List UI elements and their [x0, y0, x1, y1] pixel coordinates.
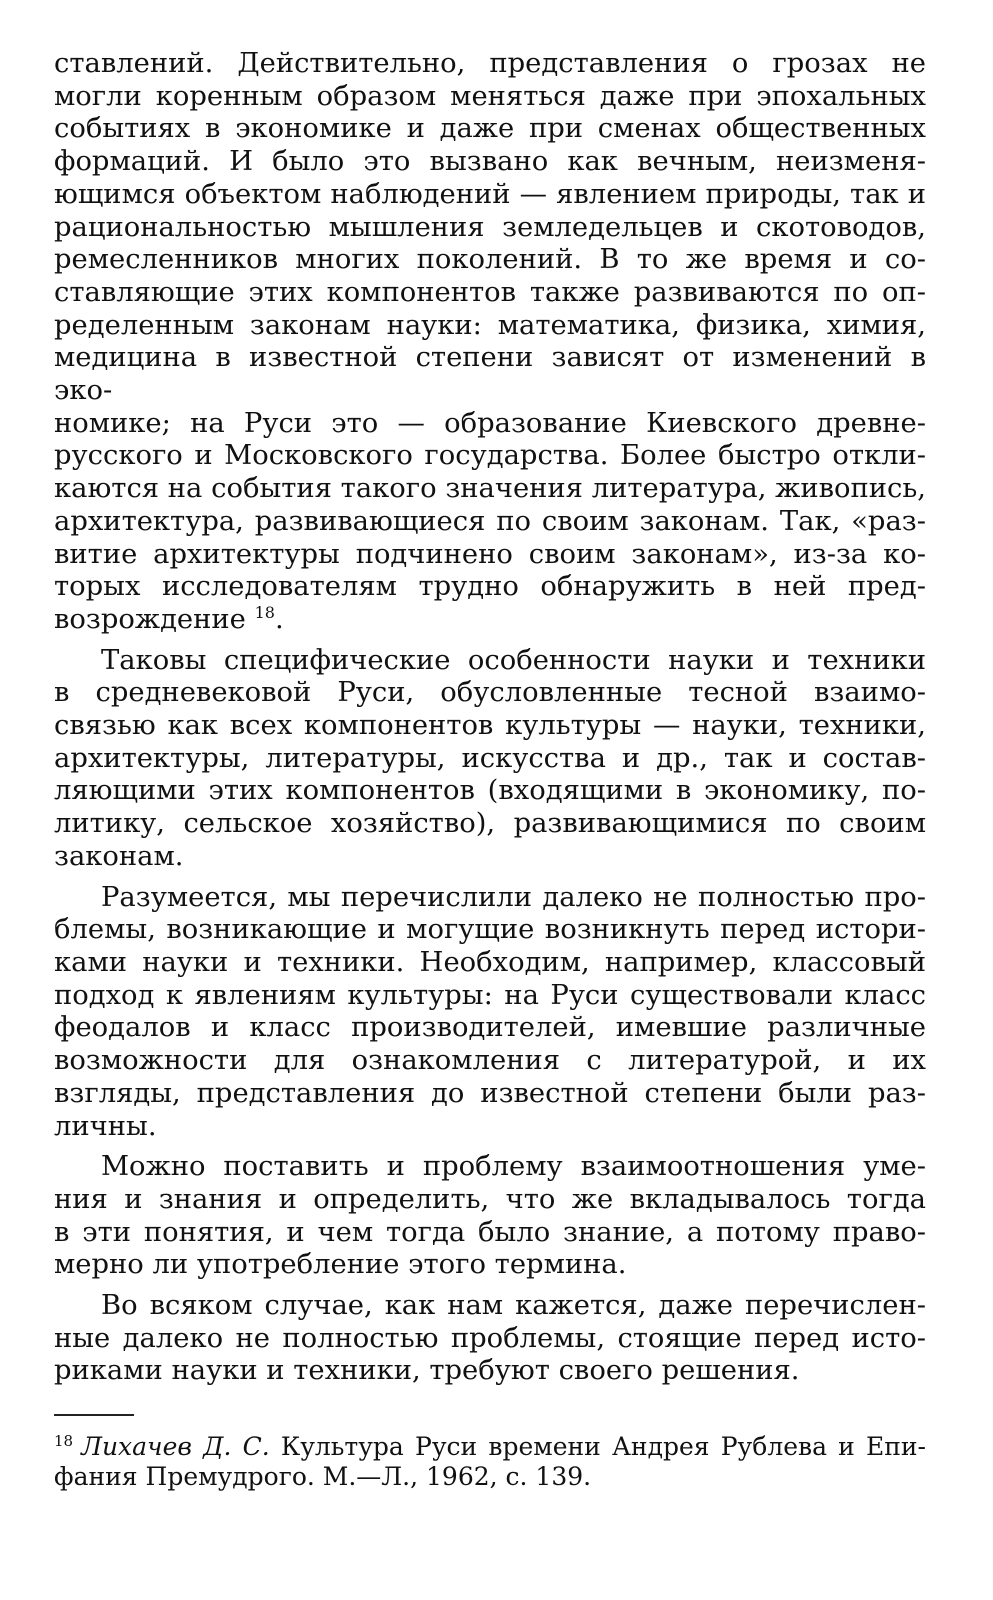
footnote-18	[54, 1432, 926, 1492]
text-line: в эти понятия, и чем тогда было знание, а потому право-	[54, 1216, 926, 1248]
text-line: подход к явлениям культуры: на Руси существовали класс	[54, 979, 926, 1011]
text-line: Во всяком случае, как нам кажется, даже перечислен-	[101, 1290, 926, 1322]
text-line: витие архитектуры подчинено своим законам», из-за ко-	[54, 538, 926, 570]
text-line: медицина в известной степени зависят от изменений в эко-	[54, 342, 926, 407]
text-line: ные далеко не полностью проблемы, стоящие перед исто-	[54, 1322, 926, 1354]
text-line: ставлений. Действительно, представления о грозах не	[54, 48, 926, 79]
text-line: литику, сельское хозяйство), развивающимися по своим	[54, 808, 926, 840]
text-line: каются на события такого значения литература, живопись,	[54, 473, 926, 505]
paragraph-1	[54, 48, 926, 637]
footnote-text: Культура Руси времени Андрея Рублева и Епи-	[280, 1432, 927, 1461]
paragraph-5	[54, 1290, 926, 1388]
text-line: ремесленников многих поколений. В то же время и со-	[54, 244, 926, 276]
text-line: русского и Московского государства. Более быстро откли-	[54, 440, 926, 472]
text-line	[54, 604, 926, 637]
text-line: связью как всех компонентов культуры — науки, техники,	[54, 710, 926, 742]
text-fragment: .	[274, 603, 284, 635]
footnote-divider	[54, 1414, 134, 1416]
text-fragment: возрождение	[54, 603, 246, 635]
text-line: возможности для ознакомления с литературой, и их	[54, 1045, 926, 1077]
text-line: архитектуры, литературы, искусства и др., так и состав-	[54, 742, 926, 774]
text-line: могли коренным образом меняться даже при эпохальных	[54, 80, 926, 112]
text-line: законам.	[54, 840, 184, 872]
text-line: риками науки и техники, требуют своего решения.	[54, 1355, 800, 1387]
footnote-author: Лихачев Д. С.	[81, 1432, 270, 1461]
text-line: событиях в экономике и даже при сменах общественных	[54, 113, 926, 145]
text-line: в средневековой Руси, обусловленные тесной взаимо-	[54, 677, 926, 709]
text-line: торых исследователям трудно обнаружить в ней пред-	[54, 571, 926, 603]
paragraph-3	[54, 882, 926, 1144]
footnote-reference[interactable]: 18	[254, 602, 275, 622]
text-line: блемы, возникающие и могущие возникнуть перед истори-	[54, 914, 926, 946]
text-line: Таковы специфические особенности науки и техники	[101, 644, 926, 676]
text-line: ками науки и техники. Необходим, например, классовый	[54, 946, 926, 978]
text-line: феодалов и класс производителей, имевшие различные	[54, 1012, 926, 1044]
text-line: ния и знания и определить, что же вкладывалось тогда	[54, 1183, 926, 1215]
page-body	[54, 48, 926, 1388]
text-line: рациональностью мышления земледельцев и скотоводов,	[54, 211, 926, 243]
footnote-line	[54, 1432, 926, 1462]
text-line: мерно ли употребление этого термина.	[54, 1249, 627, 1281]
text-line: ставляющие этих компонентов также развиваются по оп-	[54, 276, 926, 308]
text-line: формаций. И было это вызвано как вечным, неизменя-	[54, 146, 926, 178]
text-line: Разумеется, мы перечислили далеко не полностью про-	[101, 881, 926, 913]
text-line: ющимся объектом наблюдений — явлением природы, так и	[54, 178, 926, 210]
footnote-mark: 18	[54, 1431, 74, 1450]
text-line: личны.	[54, 1110, 157, 1142]
paragraph-2	[54, 645, 926, 874]
text-line: ределенным законам науки: математика, физика, химия,	[54, 309, 926, 341]
text-line: Можно поставить и проблему взаимоотношения уме-	[101, 1151, 926, 1183]
paragraph-4	[54, 1151, 926, 1282]
text-line: архитектура, развивающиеся по своим законам. Так, «раз-	[54, 505, 926, 537]
footnote-line: фания Премудрого. М.—Л., 1962, с. 139.	[54, 1462, 592, 1491]
text-line: номике; на Руси это — образование Киевского древне-	[54, 407, 926, 439]
text-line: взгляды, представления до известной степени были раз-	[54, 1077, 926, 1109]
text-line: ляющими этих компонентов (входящими в экономику, по-	[54, 775, 926, 807]
